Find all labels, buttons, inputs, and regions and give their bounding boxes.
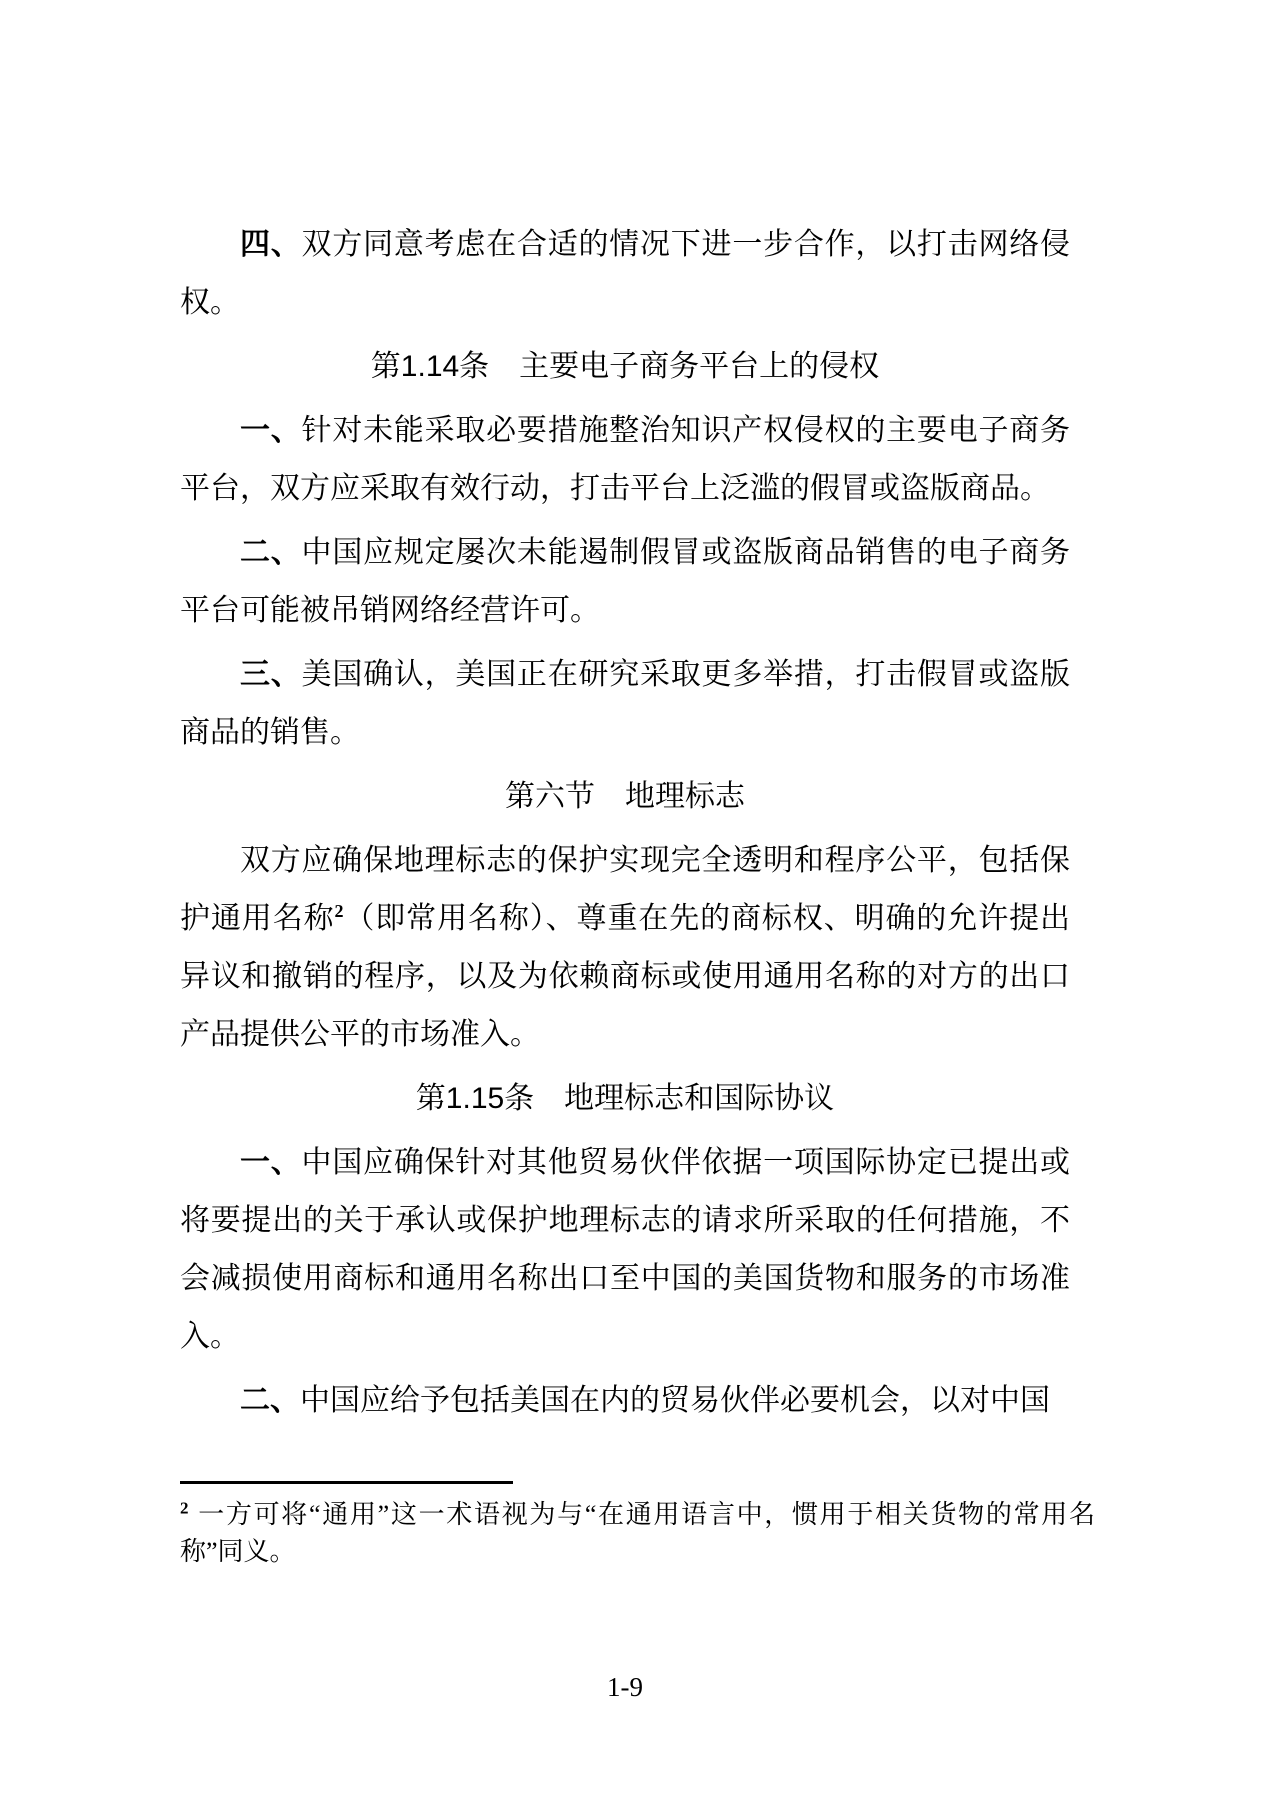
article-1-15-para-1: [180, 1134, 1070, 1366]
para-text: 针对未能采取必要措施整治知识产权侵权的主要电子商务平台，双方应采取有效行动，打击平台上泛滥的假冒或盗版商品。: [180, 414, 1071, 505]
article-1-14-heading: 第1.14条 主要电子商务平台上的侵权: [370, 350, 880, 383]
article-1-15-para-2: [180, 1372, 1070, 1430]
para-text: 中国应给予包括美国在内的贸易伙伴必要机会，以对中国: [300, 1384, 1050, 1417]
para-text-after-footnote-ref: （即常用名称）、尊重在先的商标权、明确的允许提出异议和撤销的程序，以及为依赖商标或使用通用名称的对方的出口产品提供公平的市场准入。: [180, 902, 1071, 1051]
para-marker: 一、: [240, 414, 302, 447]
footnote-separator-rule: [180, 1481, 513, 1484]
para-online-infringement-cooperation: [180, 216, 1070, 332]
footnote-area: [180, 1481, 1095, 1570]
para-marker: 一、: [240, 1146, 302, 1179]
footnote-2: [180, 1496, 1095, 1570]
para-text: 中国应规定屡次未能遏制假冒或盗版商品销售的电子商务平台可能被吊销网络经营许可。: [180, 536, 1071, 627]
article-1-14-para-1: [180, 402, 1070, 518]
para-text: 中国应确保针对其他贸易伙伴依据一项国际协定已提出或将要提出的关于承认或保护地理标志的请求所采取的任何措施，不会减损使用商标和通用名称出口至中国的美国货物和服务的市场准入。: [180, 1146, 1071, 1353]
section-6-heading: 第六节 地理标志: [505, 780, 745, 813]
para-marker: 三、: [240, 658, 302, 691]
para-text: 美国确认，美国正在研究采取更多举措，打击假冒或盗版商品的销售。: [180, 658, 1071, 749]
footnote-reference: 2: [334, 901, 344, 921]
para-marker: 四、: [240, 228, 302, 261]
para-text: 双方同意考虑在合适的情况下进一步合作，以打击网络侵权。: [180, 228, 1071, 319]
document-body: [180, 216, 1070, 1430]
article-1-14-para-3: [180, 646, 1070, 762]
article-1-15-heading: 第1.15条 地理标志和国际协议: [415, 1082, 835, 1115]
footnote-text: 一方可将“通用”这一术语视为与“在通用语言中，惯用于相关货物的常用名称”同义。: [180, 1500, 1095, 1566]
para-marker: 二、: [240, 536, 302, 569]
section-6-intro-para: [180, 832, 1070, 1064]
footnote-marker: 2: [180, 1498, 189, 1518]
page-number: 1-9: [607, 1672, 643, 1702]
para-marker: 二、: [240, 1384, 300, 1417]
article-1-14-para-2: [180, 524, 1070, 640]
para-text-before-footnote-ref: 双方应确保地理标志的保护实现完全透明和程序公平，包括保护通用名称: [180, 844, 1070, 935]
